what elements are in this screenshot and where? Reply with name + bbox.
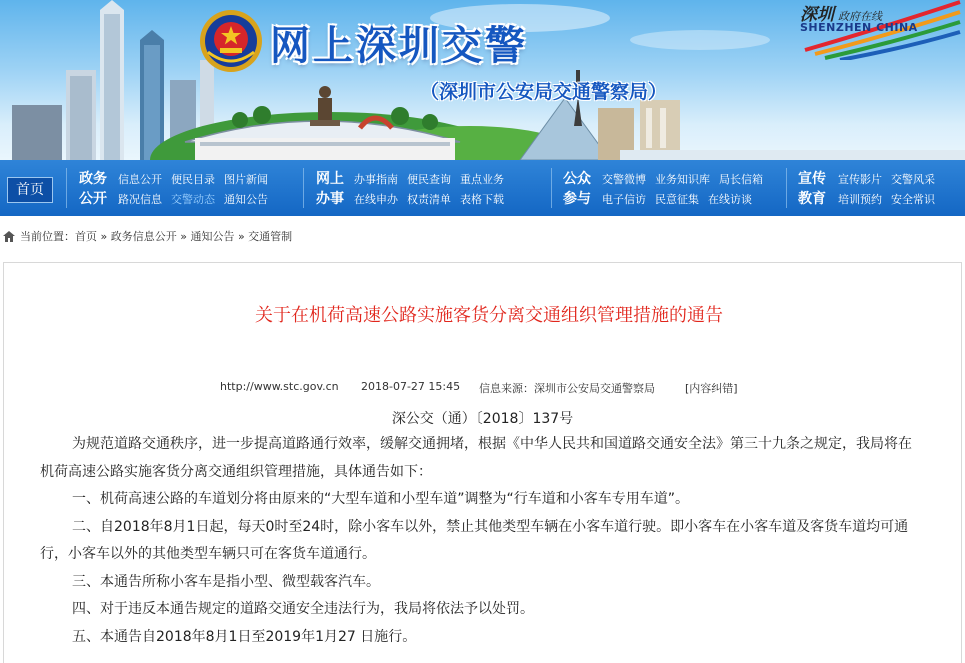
article-paragraph: 五、本通告自2018年8月1日至2019年1月27 日施行。 xyxy=(72,628,417,645)
nav-item-service-directory[interactable]: 便民目录 xyxy=(171,173,215,186)
main-nav xyxy=(0,160,965,216)
nav-links-gov-open xyxy=(118,170,277,210)
shenzhen-logo-english: SHENZHEN CHINA xyxy=(800,21,918,34)
nav-divider xyxy=(66,168,67,208)
shenzhen-logo-text: 深圳 政府在线 xyxy=(800,5,882,25)
article-date: 2018-07-27 15:45 xyxy=(361,380,461,393)
nav-item-notices[interactable]: 通知公告 xyxy=(224,193,268,206)
nav-item-e-petition[interactable]: 电子信访 xyxy=(602,193,646,206)
nav-item-safety-tips[interactable]: 安全常识 xyxy=(891,193,935,206)
article-paragraph: 三、本通告所称小客车是指小型、微型载客汽车。 xyxy=(72,573,380,590)
police-emblem-icon xyxy=(198,8,264,74)
nav-item-police-news[interactable]: 交警动态 xyxy=(171,193,215,206)
nav-divider xyxy=(551,168,552,208)
nav-item-director-mailbox[interactable]: 局长信箱 xyxy=(719,173,763,186)
nav-item-police-style[interactable]: 交警风采 xyxy=(891,173,935,186)
article-url[interactable]: http://www.stc.gov.cn xyxy=(220,380,339,393)
nav-item-knowledge-base[interactable]: 业务知识库 xyxy=(655,173,710,186)
article-title: 关于在机荷高速公路实施客货分离交通组织管理措施的通告 xyxy=(255,305,723,326)
site-banner xyxy=(0,0,965,160)
nav-links-publicity-education xyxy=(838,170,944,210)
home-icon xyxy=(3,231,15,242)
nav-item-info-open[interactable]: 信息公开 xyxy=(118,173,162,186)
nav-item-form-download[interactable]: 表格下载 xyxy=(460,193,504,206)
nav-divider xyxy=(303,168,304,208)
nav-item-guide[interactable]: 办事指南 xyxy=(354,173,398,186)
site-subtitle: （深圳市公安局交通警察局） xyxy=(420,81,668,103)
site-title: 网上深圳交警 xyxy=(270,23,528,69)
nav-home-button[interactable]: 首页 xyxy=(7,177,53,203)
nav-item-query[interactable]: 便民查询 xyxy=(407,173,451,186)
nav-group-publicity-education[interactable]: 宣传 教育 xyxy=(798,171,826,207)
nav-links-public-participation xyxy=(602,170,772,210)
nav-item-online-interview[interactable]: 在线访谈 xyxy=(708,193,752,206)
nav-item-photo-news[interactable]: 图片新闻 xyxy=(224,173,268,186)
article-paragraph: 二、自2018年8月1日起，每天0时至24时，除小客车以外，禁止其他类型车辆在小客车道行驶。即小客车在小客车道及客货车道均可通行，小客车以外的其他类型车辆只可在客货车道通行。 xyxy=(40,518,909,562)
nav-divider xyxy=(786,168,787,208)
nav-item-road-info[interactable]: 路况信息 xyxy=(118,193,162,206)
article-paragraph: 一、机荷高速公路的车道划分将由原来的“大型车道和小型车道”调整为“行车道和小客车专用车道”。 xyxy=(72,491,690,507)
nav-item-online-apply[interactable]: 在线申办 xyxy=(354,193,398,206)
breadcrumb-text[interactable]: 当前位置：首页 » 政务信息公开 » 通知公告 » 交通管制 xyxy=(20,230,293,243)
breadcrumb xyxy=(0,226,965,248)
nav-item-power-list[interactable]: 权责清单 xyxy=(407,193,451,206)
article-source: 信息来源：深圳市公安局交通警察局 xyxy=(479,382,655,395)
nav-item-training-booking[interactable]: 培训预约 xyxy=(838,193,882,206)
nav-item-key-business[interactable]: 重点业务 xyxy=(460,173,504,186)
nav-group-online-services[interactable]: 网上 办事 xyxy=(316,171,344,207)
nav-links-online-services xyxy=(354,170,513,210)
nav-group-gov-open[interactable]: 政务 公开 xyxy=(79,171,107,207)
article-body xyxy=(40,431,925,651)
article-paragraph: 为规范道路交通秩序，进一步提高道路通行效率，缓解交通拥堵，根据《中华人民共和国道路交通安全法》第三十九条之规定，我局将在机荷高速公路实施客货分离交通组织管理措施，具体通告如下： xyxy=(40,436,912,480)
article-paragraph: 四、对于违反本通告规定的道路交通安全违法行为，我局将依法予以处罚。 xyxy=(72,601,534,617)
nav-item-opinion-collection[interactable]: 民意征集 xyxy=(655,193,699,206)
content-correction-link[interactable]: [内容纠错] xyxy=(685,382,738,395)
nav-item-promo-videos[interactable]: 宣传影片 xyxy=(838,173,882,186)
nav-group-public-participation[interactable]: 公众 参与 xyxy=(563,171,591,207)
document-number: 深公交（通）〔2018〕137号 xyxy=(391,411,574,427)
nav-item-weibo[interactable]: 交警微博 xyxy=(602,173,646,186)
